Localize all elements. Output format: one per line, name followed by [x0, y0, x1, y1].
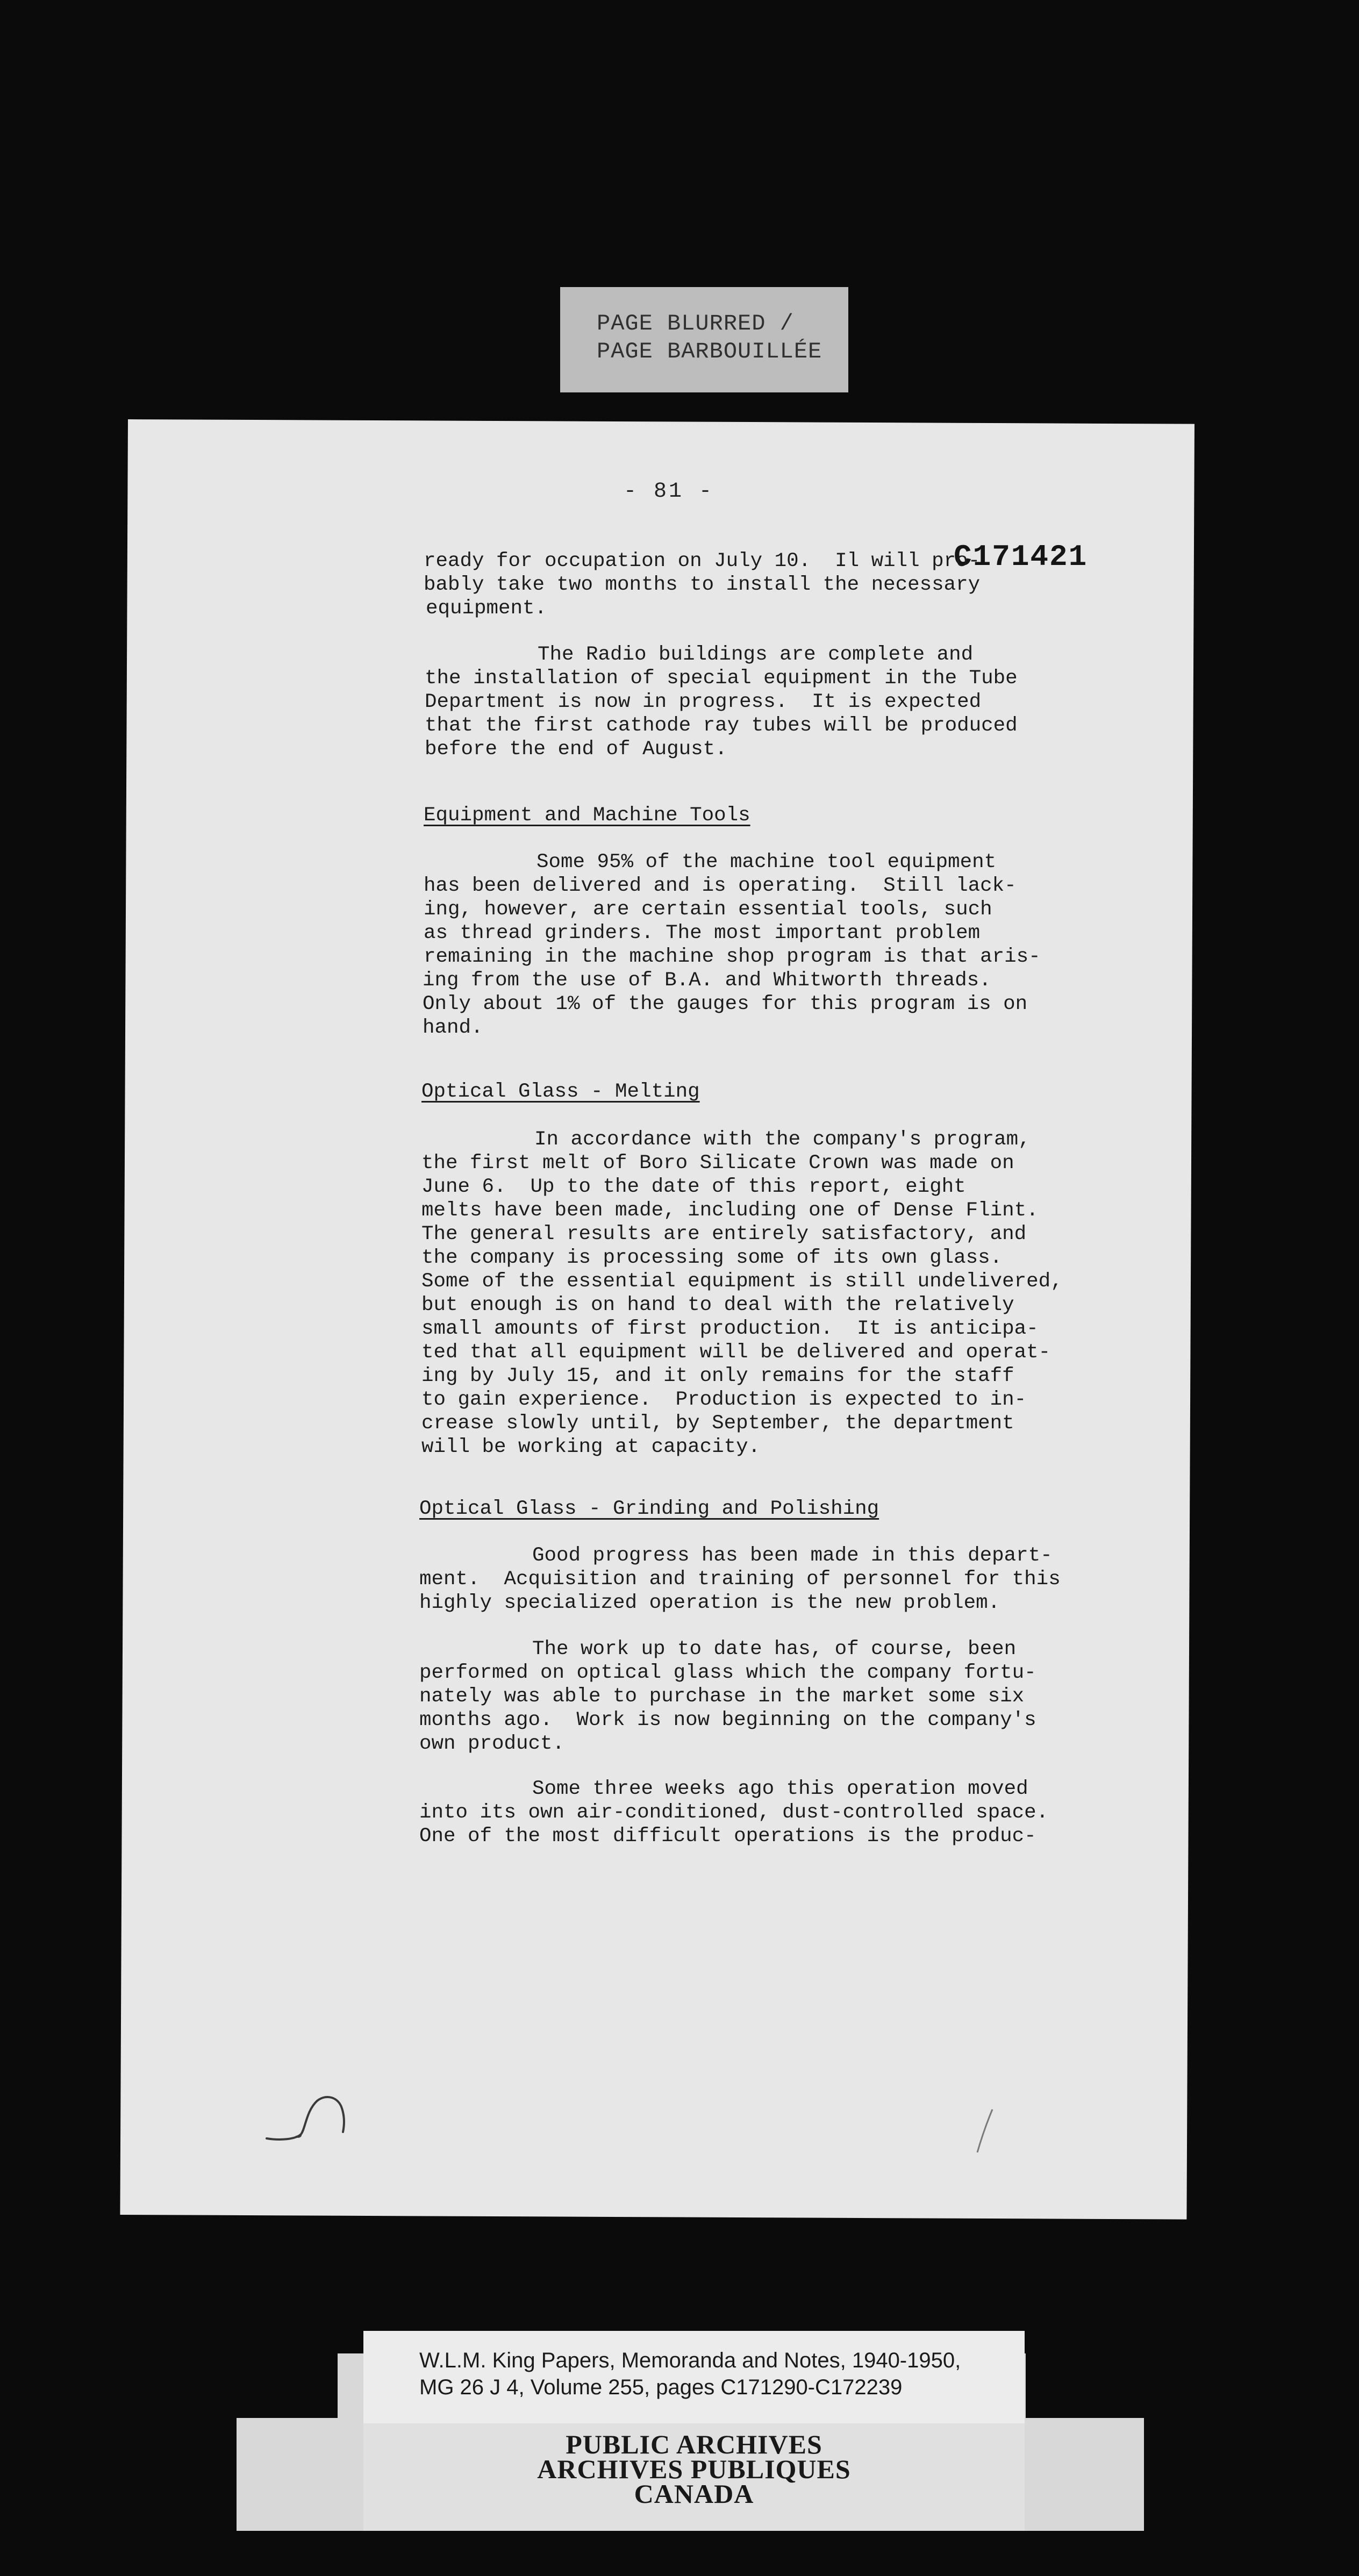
body-line: Some of the essential equipment is still undelivered, — [421, 1270, 1063, 1293]
stamp-line-2: ARCHIVES PUBLIQUES — [537, 2454, 851, 2484]
section-heading-melting: Optical Glass - Melting — [421, 1081, 700, 1103]
body-line: performed on optical glass which the company fortu- — [419, 1662, 1036, 1684]
section-heading-grinding: Optical Glass - Grinding and Polishing — [419, 1498, 879, 1520]
archive-label-line-2: MG 26 J 4, Volume 255, pages C171290-C172239 — [419, 2375, 903, 2399]
document-id: C171421 — [954, 540, 1088, 574]
body-line: as thread grinders. The most important problem — [424, 922, 981, 944]
body-line: One of the most difficult operations is the produc- — [419, 1825, 1036, 1848]
stamp-line-3: CANADA — [634, 2479, 754, 2509]
body-line: will be working at capacity. — [421, 1436, 761, 1458]
body-line: Some 95% of the machine tool equipment — [537, 851, 997, 874]
body-line: ment. Acquisition and training of personnel for this — [419, 1568, 1061, 1591]
body-line: equipment. — [426, 597, 547, 620]
body-line: bably take two months to install the necessary — [424, 574, 981, 596]
archive-strip-notch-left — [237, 2353, 338, 2418]
body-line: crease slowly until, by September, the department — [421, 1412, 1014, 1435]
body-line: The work up to date has, of course, been — [532, 1638, 1017, 1661]
body-line: own product. — [419, 1733, 565, 1755]
archive-reference-label — [363, 2331, 1025, 2423]
handwritten-initial-mark — [263, 2089, 355, 2148]
body-line: small amounts of first production. It is anticipa- — [421, 1318, 1039, 1340]
section-heading-equipment: Equipment and Machine Tools — [424, 804, 750, 827]
body-line: In accordance with the company's program, — [534, 1128, 1031, 1151]
body-line: ing, however, are certain essential tools, such — [424, 898, 992, 921]
stamp-line-1: PUBLIC ARCHIVES — [566, 2429, 822, 2459]
body-line: before the end of August. — [425, 738, 727, 761]
body-line: ing by July 15, and it only remains for the staff — [421, 1365, 1014, 1387]
archive-label-line-1: W.L.M. King Papers, Memoranda and Notes, 1940-1950, — [419, 2349, 961, 2372]
body-line: Some three weeks ago this operation moved — [532, 1778, 1028, 1800]
body-line: has been delivered and is operating. Still lack- — [424, 875, 1017, 897]
body-line: but enough is on hand to deal with the relatively — [421, 1294, 1014, 1316]
blur-tag-line-1: PAGE BLURRED / — [597, 311, 794, 337]
body-line: The general results are entirely satisfactory, and — [421, 1223, 1027, 1246]
body-line: ing from the use of B.A. and Whitworth threads. — [423, 969, 991, 992]
body-line: months ago. Work is now beginning on the company's — [419, 1709, 1036, 1731]
page-blurred-tag — [560, 287, 848, 392]
body-line: highly specialized operation is the new problem. — [419, 1592, 1000, 1614]
body-line: Department is now in progress. It is expected — [425, 691, 982, 713]
archive-strip-notch-right — [1026, 2353, 1144, 2418]
body-line: remaining in the machine shop program is that aris- — [424, 946, 1041, 968]
body-line: the first melt of Boro Silicate Crown was made on — [421, 1152, 1014, 1175]
body-line: nately was able to purchase in the market some six — [419, 1685, 1025, 1708]
body-line: melts have been made, including one of Dense Flint. — [421, 1199, 1039, 1222]
body-line: ted that all equipment will be delivered and operat- — [421, 1341, 1051, 1364]
body-line: Only about 1% of the gauges for this program is on — [423, 993, 1028, 1015]
body-line: hand. — [423, 1017, 483, 1039]
pencil-slash-mark — [974, 2107, 996, 2156]
body-line: to gain experience. Production is expected to in- — [421, 1389, 1027, 1411]
blur-tag-line-2: PAGE BARBOUILLÉE — [597, 339, 822, 364]
body-line: the installation of special equipment in the Tube — [425, 667, 1018, 690]
public-archives-stamp — [363, 2423, 1025, 2531]
body-line: The Radio buildings are complete and — [538, 643, 974, 666]
body-line: Good progress has been made in this depart- — [532, 1544, 1053, 1567]
body-line: that the first cathode ray tubes will be produced — [425, 714, 1018, 737]
body-line: ready for occupation on July 10. Il will pro- — [424, 550, 981, 573]
body-line: June 6. Up to the date of this report, eight — [421, 1176, 966, 1198]
page-number: - 81 - — [624, 480, 714, 504]
body-line: the company is processing some of its own glass. — [421, 1247, 1003, 1269]
body-line: into its own air-conditioned, dust-controlled space. — [419, 1801, 1049, 1824]
